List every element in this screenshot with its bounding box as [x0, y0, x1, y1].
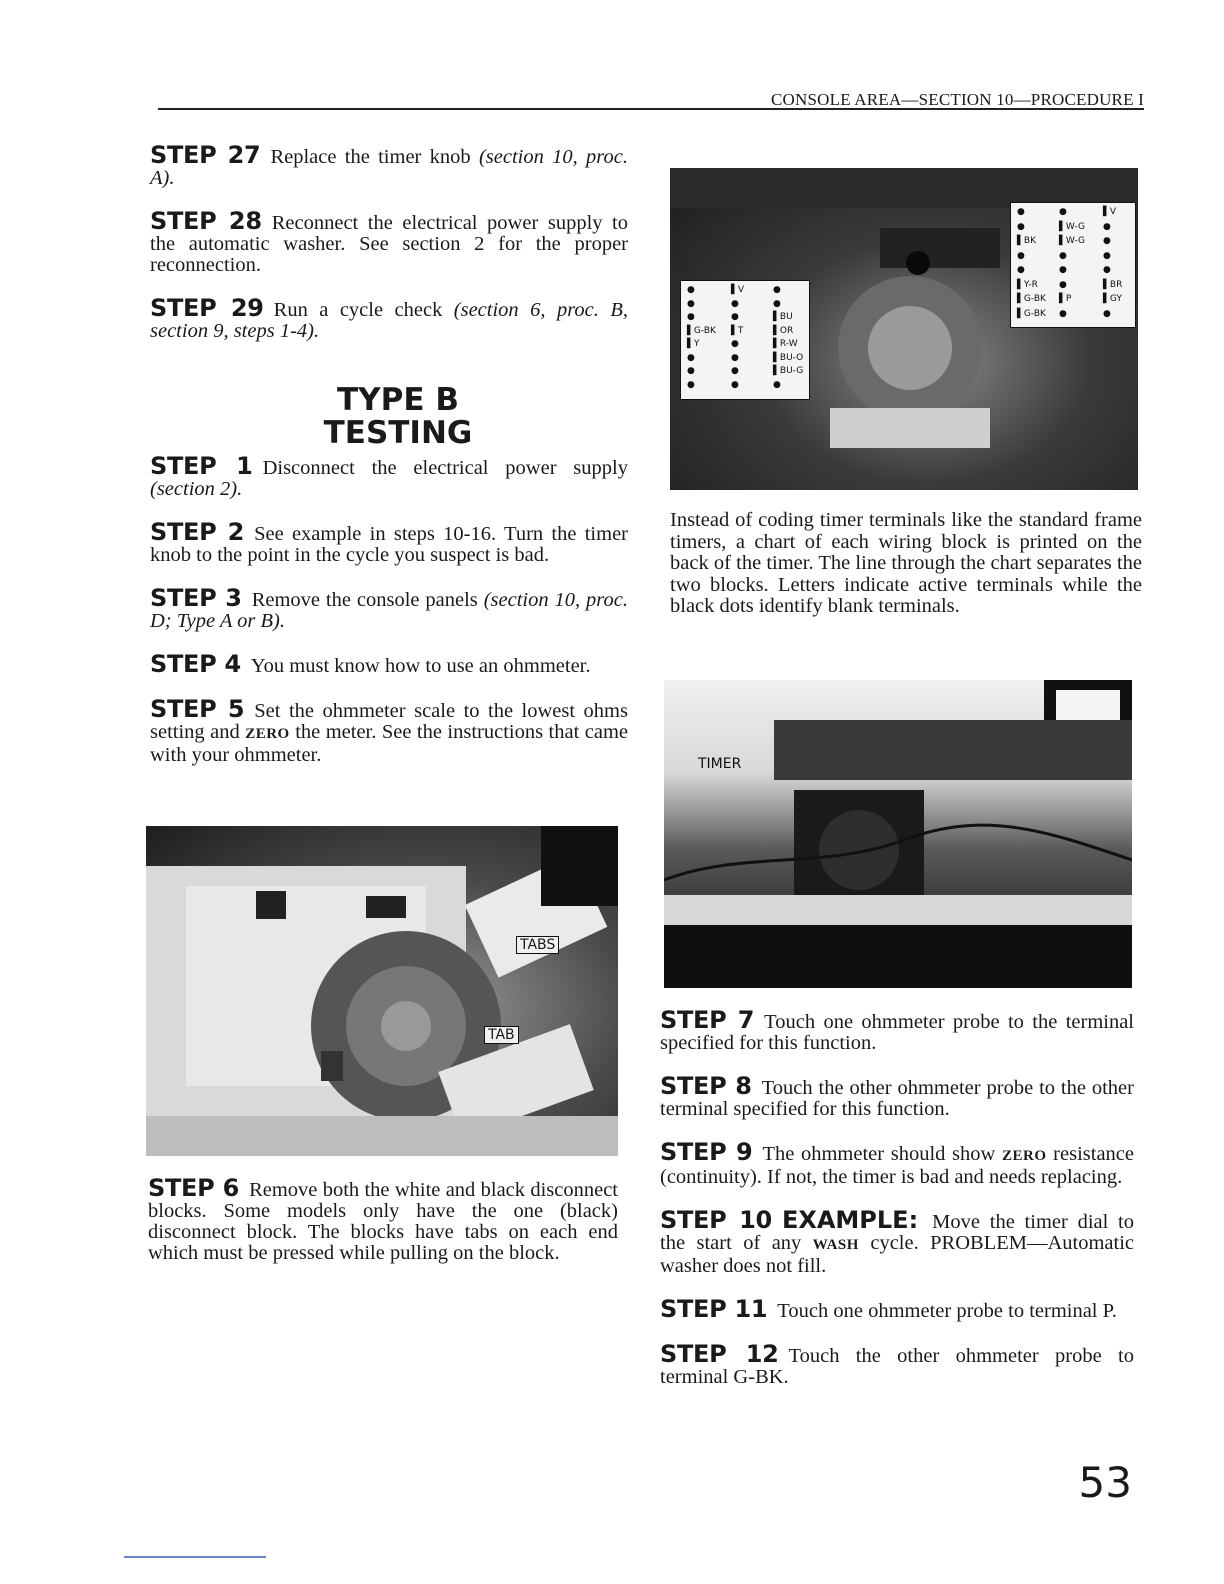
blank-terminal-dot: ●: [773, 298, 781, 309]
blank-terminal-dot: ●: [1103, 236, 1111, 246]
terminal-chart-right: [1010, 202, 1136, 328]
terminal-label: ▌OR: [773, 325, 794, 336]
step-12: STEP 12 Touch the other ohmmeter probe to terminal G-BK.: [660, 1340, 1135, 1388]
step-8: STEP 8 Touch the other ohmmeter probe to the other terminal specified for this function.: [660, 1072, 1134, 1120]
left-column: [150, 141, 629, 788]
terminal-label: ▌P: [1059, 294, 1072, 304]
right-column-steps: [660, 1006, 1135, 1410]
blank-terminal-dot: ●: [1059, 265, 1067, 275]
step-11: STEP 11 Touch one ohmmeter probe to terminal P.: [660, 1295, 1117, 1323]
terminal-label: ▌T: [731, 325, 744, 336]
blank-terminal-dot: ●: [1103, 221, 1111, 232]
blank-terminal-dot: ●: [1017, 221, 1025, 232]
page-number: 53: [1078, 1458, 1132, 1507]
panel-illustration: [146, 826, 618, 1156]
blank-terminal-dot: ●: [1059, 308, 1067, 319]
terminal-label: ▌BU-G: [773, 366, 804, 376]
section-heading: TYPE B TESTING: [323, 382, 473, 451]
blank-terminal-dot: ●: [731, 312, 739, 322]
bench-illustration: [664, 680, 1132, 988]
timer-chart-photo: [670, 168, 1138, 490]
blank-terminal-dot: ●: [1103, 308, 1111, 319]
terminal-label: ▌BU: [773, 312, 793, 322]
step-4: STEP 4 You must know how to use an ohmmeter.: [150, 650, 591, 678]
blank-terminal-dot: ●: [731, 298, 739, 309]
blank-terminal-dot: ●: [731, 379, 739, 390]
blank-terminal-dot: ●: [687, 298, 695, 309]
terminal-label: ▌BU-O: [773, 352, 804, 363]
step-28: STEP 28 Reconnect the electrical power supply to the automatic washer. See section 2 for the proper reconnection.: [150, 207, 629, 276]
terminal-label: ▌V: [1103, 207, 1117, 217]
footer-line: [124, 1556, 266, 1558]
step-2: STEP 2 See example in steps 10-16. Turn the timer knob to the point in the cycle you suspect is bad.: [150, 518, 629, 566]
step-5: STEP 5 Set the ohmmeter scale to the lowest ohms setting and ZERO the meter. See the instructions that came with your ohmmeter.: [150, 695, 628, 766]
step-3: STEP 3 Remove the console panels (section 10, proc. D; Type A or B).: [150, 584, 628, 632]
tab-label: TAB: [484, 1026, 519, 1044]
step-29: STEP 29 Run a cycle check (section 6, proc. B, section 9, steps 1-4).: [150, 294, 629, 342]
blank-terminal-dot: ●: [687, 312, 695, 322]
blank-terminal-dot: ●: [773, 379, 781, 390]
terminal-label: ▌G-BK: [1017, 294, 1046, 304]
blank-terminal-dot: ●: [687, 285, 695, 295]
blank-terminal-dot: ●: [773, 285, 781, 295]
terminal-label: ▌R-W: [773, 339, 798, 349]
blank-terminal-dot: ●: [731, 366, 739, 376]
blank-terminal-dot: ●: [687, 366, 695, 376]
blank-terminal-dot: ●: [1017, 250, 1025, 261]
step-10: STEP 10 EXAMPLE: Move the timer dial to the start of any WASH cycle. PROBLEM—Automatic washer does not fill.: [660, 1206, 1135, 1277]
timer-chart-caption: Instead of coding timer terminals like the standard frame timers, a chart of each wiring block is printed on the back of the timer. The line through the chart separates the two blocks. Letters indicate active terminals while the black dots identify blank terminals.: [670, 509, 1142, 617]
blank-terminal-dot: ●: [1103, 250, 1111, 261]
blank-terminal-dot: ●: [1017, 265, 1025, 275]
terminal-label: ▌BR: [1103, 279, 1123, 290]
terminal-label: ▌GY: [1103, 294, 1122, 304]
terminal-label: ▌G-BK: [1017, 308, 1046, 319]
blank-terminal-dot: ●: [1059, 207, 1067, 217]
blank-terminal-dot: ●: [1059, 250, 1067, 261]
terminal-chart-left: [680, 280, 810, 400]
terminal-label: ▌W-G: [1059, 236, 1086, 246]
blank-terminal-dot: ●: [731, 352, 739, 363]
terminal-label: ▌BK: [1017, 236, 1036, 246]
blank-terminal-dot: ●: [1103, 265, 1111, 275]
blank-terminal-dot: ●: [687, 352, 695, 363]
running-head: CONSOLE AREA—SECTION 10—PROCEDURE I: [771, 90, 1144, 109]
terminal-label: ▌W-G: [1059, 221, 1086, 232]
blank-terminal-dot: ●: [731, 339, 739, 349]
terminal-label: ▌Y-R: [1017, 279, 1038, 290]
step-1: STEP 1 Disconnect the electrical power supply (section 2).: [150, 452, 628, 500]
blank-terminal-dot: ●: [1059, 279, 1067, 290]
terminal-label: ▌Y: [687, 339, 700, 349]
terminal-label: ▌G-BK: [687, 325, 716, 336]
step-6: STEP 6 Remove both the white and black disconnect blocks. Some models only have the one (black) disconnect block. The blocks have tabs on each end which must be pressed while pulling on the block.: [148, 1174, 618, 1264]
step-7: STEP 7 Touch one ohmmeter probe to the terminal specified for this function.: [660, 1006, 1135, 1054]
blank-terminal-dot: ●: [687, 379, 695, 390]
blank-terminal-dot: ●: [1017, 207, 1025, 217]
tabs-label: TABS: [516, 936, 559, 954]
disconnect-block-photo: [146, 826, 618, 1156]
timer-label: TIMER: [698, 756, 742, 772]
timer-bench-photo: [664, 680, 1132, 988]
step-27: STEP 27 Replace the timer knob (section 10, proc. A).: [150, 141, 628, 189]
step-9: STEP 9 The ohmmeter should show ZERO resistance (continuity). If not, the timer is bad and needs replacing.: [660, 1138, 1134, 1188]
terminal-label: ▌V: [731, 285, 745, 295]
